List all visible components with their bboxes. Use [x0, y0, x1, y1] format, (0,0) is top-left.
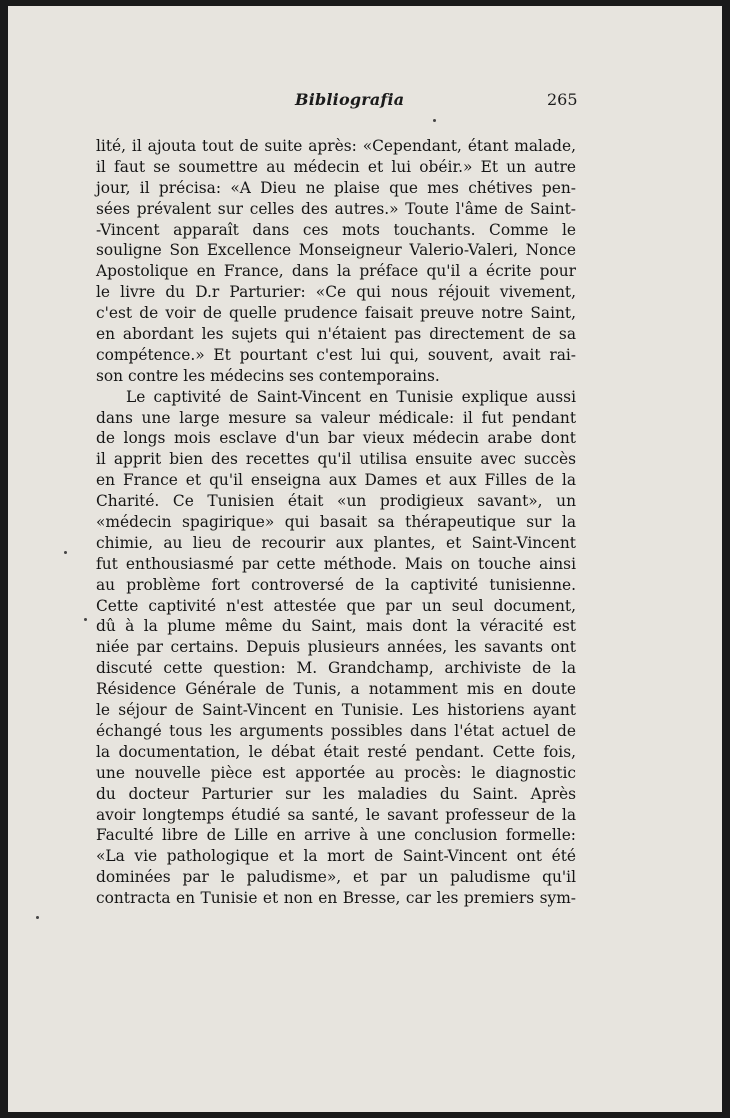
text-line: le séjour de Saint-Vincent en Tunisie. Les historiens ayant: [96, 701, 576, 720]
text-line: une nouvelle pièce est apportée au procès: le diagnostic: [96, 763, 576, 782]
print-speck: [84, 618, 87, 621]
text-line: en France et qu'il enseigna aux Dames et aux Filles de la: [96, 471, 576, 490]
print-speck: [36, 916, 39, 919]
text-line: souligne Son Excellence Monseigneur Valerio-Valeri, Nonce: [96, 241, 576, 260]
text-line: Faculté libre de Lille en arrive à une conclusion formelle:: [96, 826, 576, 845]
text-line: chimie, au lieu de recourir aux plantes, et Saint-Vincent: [96, 533, 576, 552]
text-line: «La vie pathologique et la mort de Saint-Vincent ont été: [96, 847, 576, 866]
paragraph: [96, 136, 576, 387]
text-line: lité, il ajouta tout de suite après: «Cependant, étant malade,: [96, 137, 576, 155]
text-line: dû à la plume même du Saint, mais dont la véracité est: [96, 617, 576, 636]
text-line: contracta en Tunisie et non en Bresse, car les premiers sym-: [96, 889, 576, 908]
text-line: fut enthousiasmé par cette méthode. Mais on touche ainsi: [96, 554, 576, 573]
text-line: Apostolique en France, dans la préface qu'il a écrite pour: [96, 262, 576, 281]
text-line: jour, il précisa: «A Dieu ne plaise que mes chétives pen-: [96, 178, 576, 197]
text-line: dominées par le paludisme», et par un paludisme qu'il: [96, 868, 576, 887]
book-page: [8, 6, 722, 1112]
print-speck: [64, 551, 67, 554]
print-speck: [433, 119, 436, 122]
text-line: dans une large mesure sa valeur médicale: il fut pendant: [96, 408, 576, 427]
text-line: Cette captivité n'est attestée que par un seul document,: [96, 596, 576, 615]
text-line: avoir longtemps étudié sa santé, le savant professeur de la: [96, 805, 576, 824]
text-line: son contre les médecins ses contemporains.: [96, 366, 440, 385]
text-line: -Vincent apparaît dans ces mots touchants. Comme le: [96, 220, 576, 239]
text-line: il apprit bien des recettes qu'il utilisa ensuite avec succès: [96, 450, 576, 469]
text-line: échangé tous les arguments possibles dans l'état actuel de: [96, 721, 576, 740]
text-line: Résidence Générale de Tunis, a notamment mis en doute: [96, 680, 576, 699]
text-line: Le captivité de Saint-Vincent en Tunisie explique aussi: [126, 387, 576, 406]
paragraph: [96, 387, 576, 909]
text-line: en abordant les sujets qui n'étaient pas directement de sa: [96, 325, 576, 344]
text-line: il faut se soumettre au médecin et lui obéir.» Et un autre: [96, 157, 576, 176]
text-line: c'est de voir de quelle prudence faisait preuve notre Saint,: [96, 304, 576, 323]
text-line: Charité. Ce Tunisien était «un prodigieux savant», un: [96, 492, 576, 511]
body-text: [96, 136, 576, 909]
running-title: Bibliografia: [295, 90, 405, 109]
text-line: au problème fort controversé de la captivité tunisienne.: [96, 575, 576, 594]
text-line: «médecin spagirique» qui basait sa thérapeutique sur la: [96, 513, 576, 532]
text-line: la documentation, le débat était resté pendant. Cette fois,: [96, 742, 576, 761]
text-line: compétence.» Et pourtant c'est lui qui, souvent, avait rai-: [96, 345, 576, 364]
page-number: 265: [547, 90, 578, 109]
text-line: de longs mois esclave d'un bar vieux médecin arabe dont: [96, 429, 576, 448]
text-line: le livre du D.r Parturier: «Ce qui nous réjouit vivement,: [96, 283, 576, 302]
text-line: sées prévalent sur celles des autres.» Toute l'âme de Saint-: [96, 199, 576, 218]
text-line: niée par certains. Depuis plusieurs années, les savants ont: [96, 638, 576, 657]
text-line: discuté cette question: M. Grandchamp, archiviste de la: [96, 659, 576, 678]
page-header: [8, 90, 722, 120]
text-line: du docteur Parturier sur les maladies du Saint. Après: [96, 784, 576, 803]
